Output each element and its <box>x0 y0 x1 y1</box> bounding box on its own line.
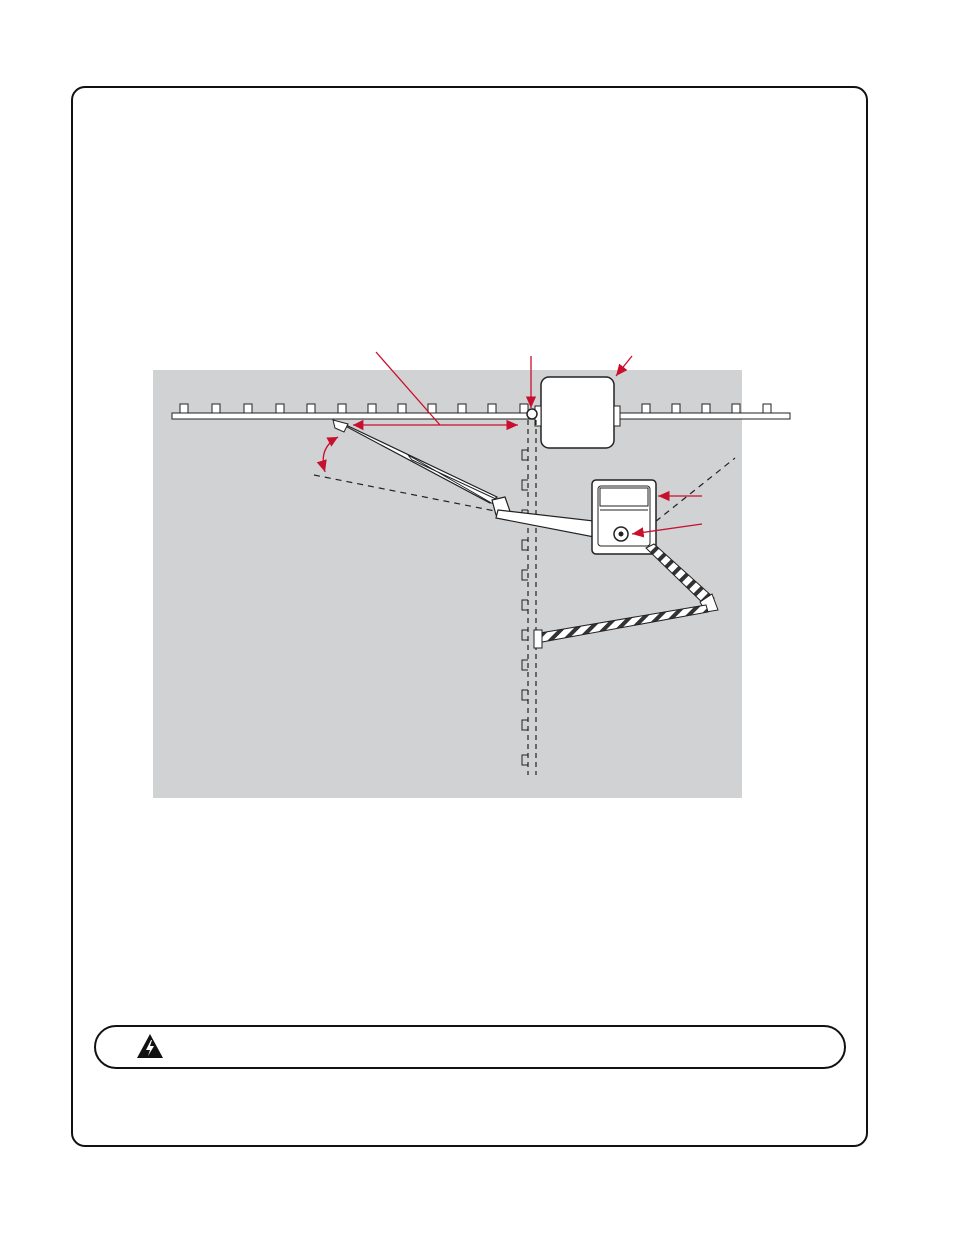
warning-bar <box>94 1025 846 1069</box>
diagram-panel <box>153 370 742 798</box>
hinge-post <box>527 409 537 419</box>
operator-unit <box>592 480 656 554</box>
electrical-hazard-icon <box>136 1033 164 1059</box>
gate-post-box <box>535 377 620 448</box>
fence-rail <box>172 413 790 419</box>
